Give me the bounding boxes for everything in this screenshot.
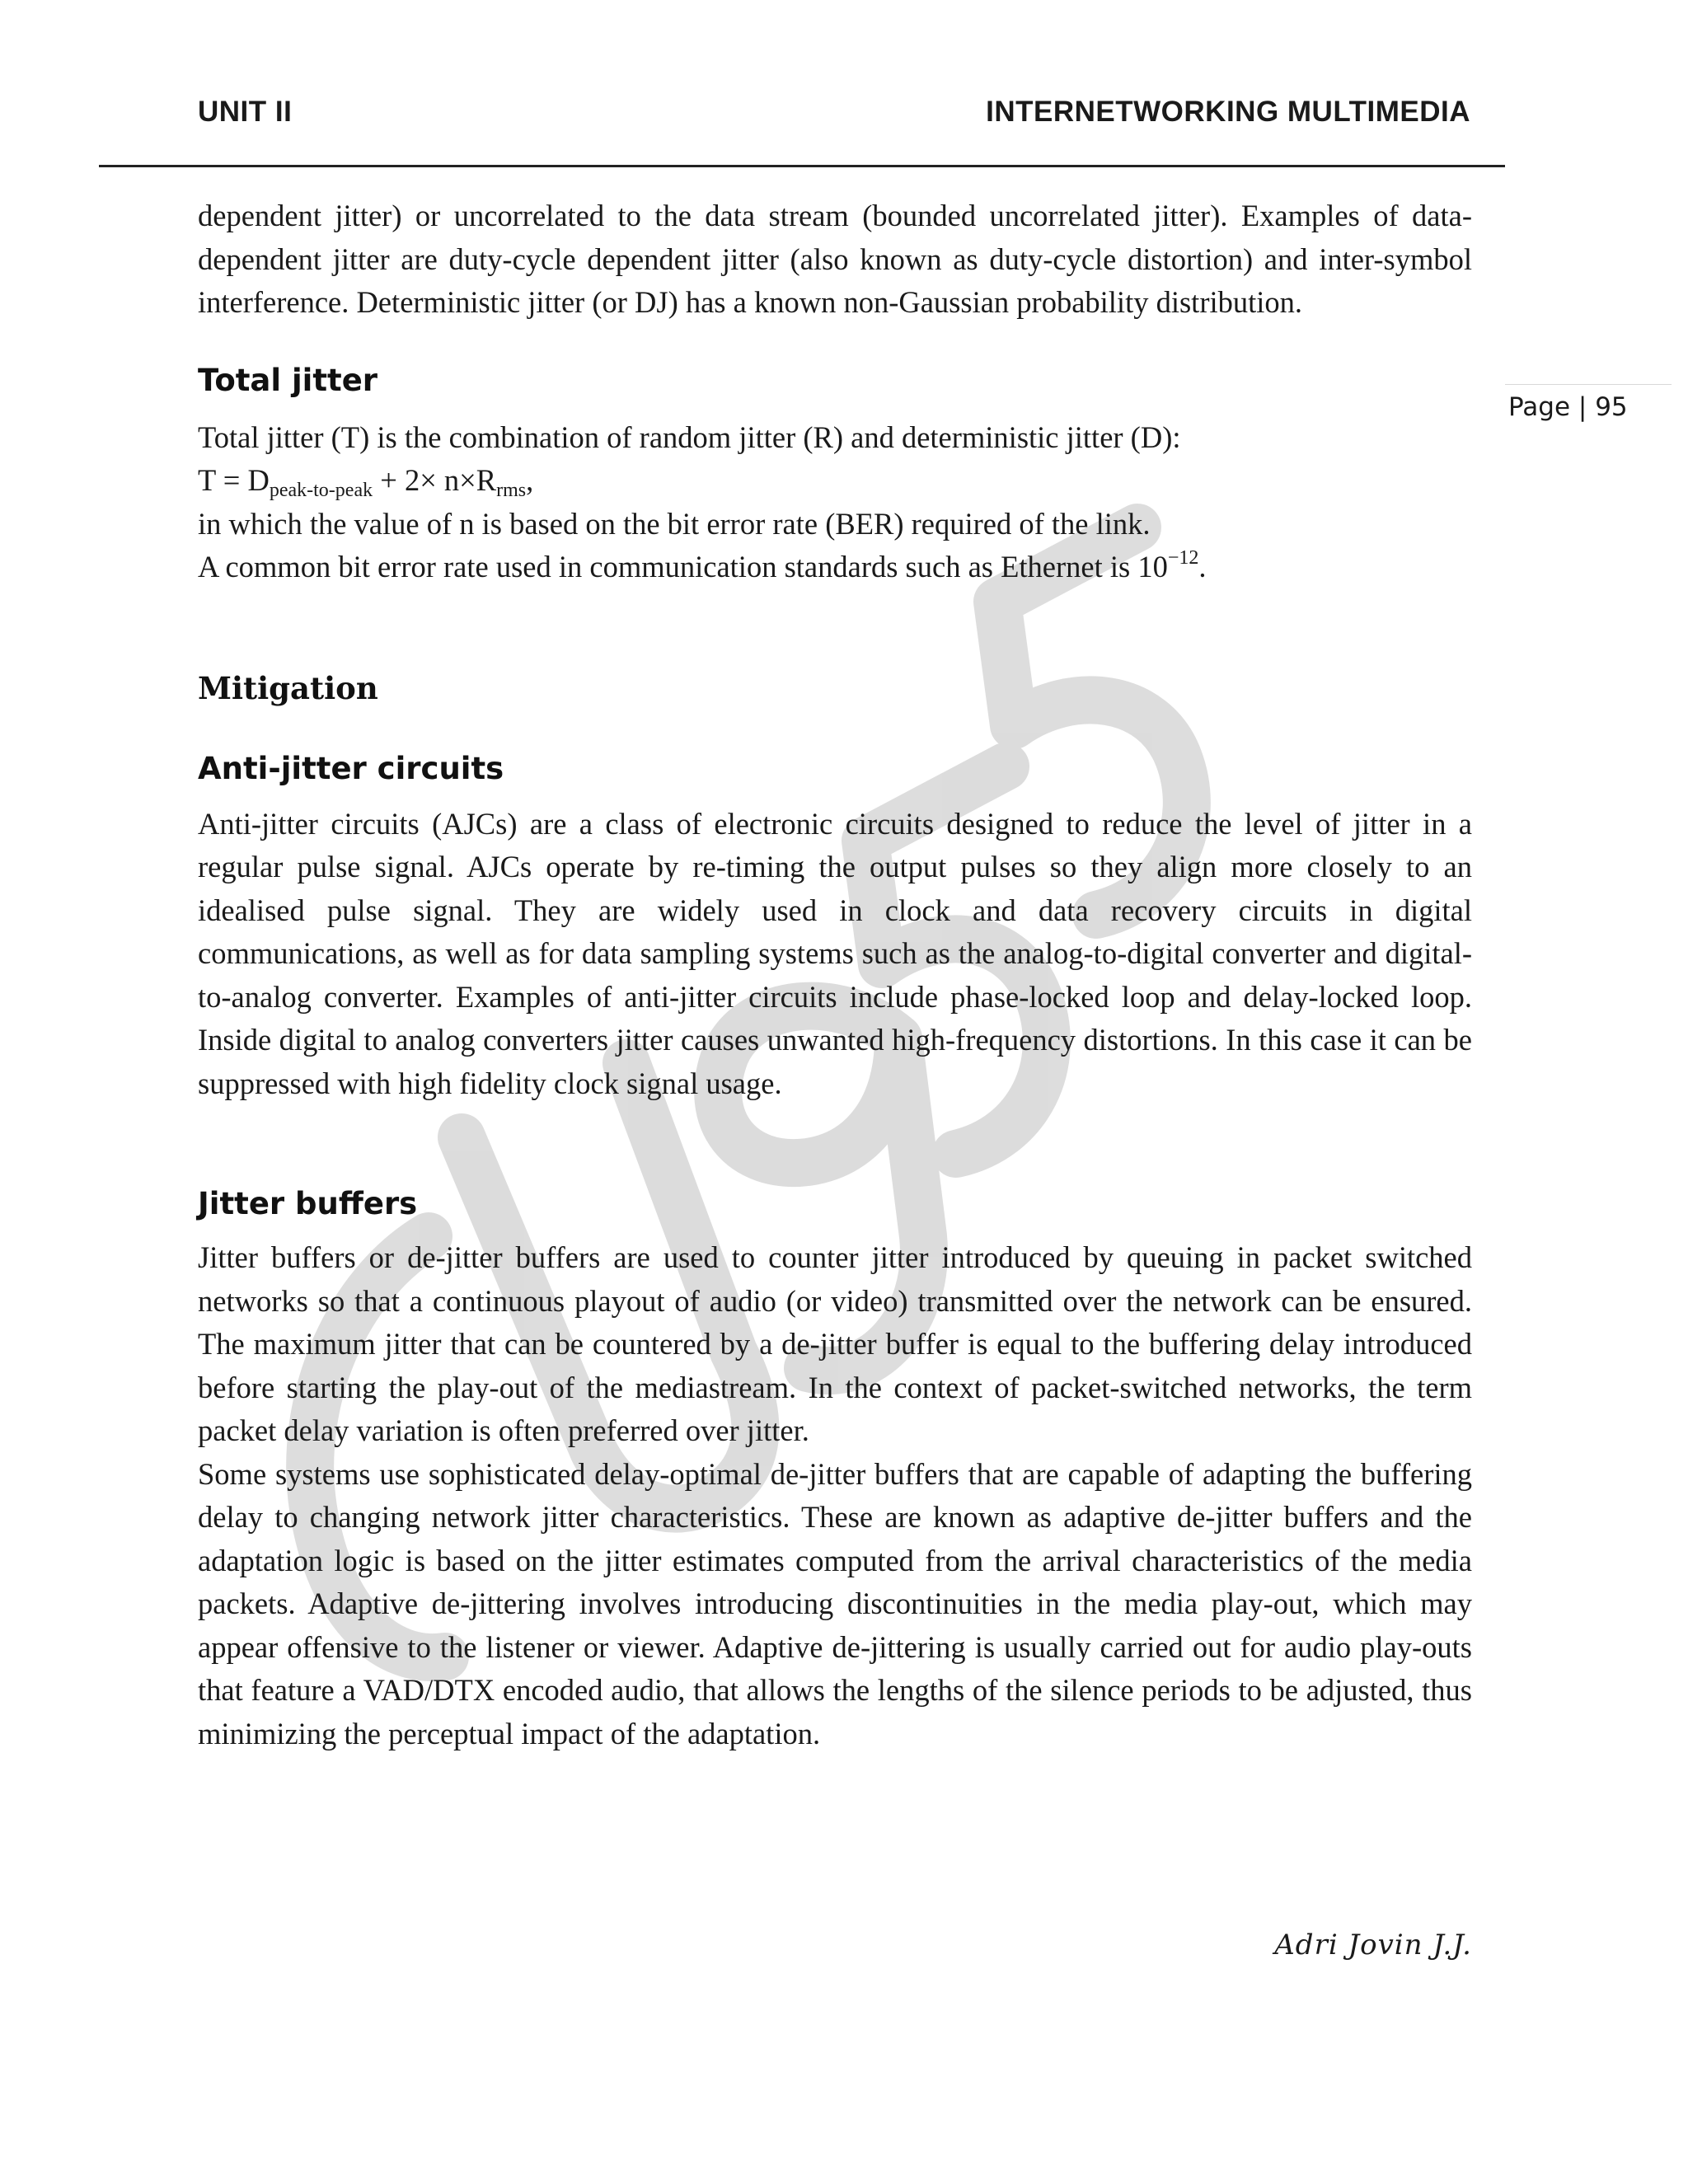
intro-paragraph: dependent jitter) or uncorrelated to the data stream (bounded uncorrelated jitter). Examples of data-dependent jitter are duty-cycle dependent jitter (also known as duty-cycle distortion) and inter-symbol interference. Deterministic jitter (or DJ) has a known non-Gaussian probability distribution.: [198, 199, 1472, 319]
anti-jitter-paragraph: Anti-jitter circuits (AJCs) are a class of electronic circuits designed to reduce the level of jitter in a regular pulse signal. AJCs operate by re-timing the output pulses so they align more closely to an idealised pulse signal. They are widely used in clock and data recovery circuits in digital communications, as well as for data sampling systems such as the analog-to-digital converter and digital-to-analog converter. Examples of anti-jitter circuits include phase-locked loop and delay-locked loop. Inside digital to analog converters jitter causes unwanted high-frequency distortions. In this case it can be suppressed with high fidelity clock signal usage.: [198, 806, 1472, 1100]
header-divider: [99, 165, 1505, 167]
author-signature: Adri Jovin J.J.: [1274, 1929, 1472, 1961]
formula-middle: + 2× n×R: [373, 463, 497, 497]
formula-subscript-peak: peak-to-peak: [269, 480, 373, 501]
ber-text: A common bit error rate used in communication standards such as Ethernet is 10: [198, 550, 1168, 583]
jitter-buffers-paragraph-2: Some systems use sophisticated delay-optimal de-jitter buffers that are capable of adapting the buffering delay to changing network jitter characteristics. These are known as adaptive de-jitter buffers and the adaptation logic is based on the jitter estimates computed from the arrival characteristics of the media packets. Adaptive de-jittering involves introducing discontinuities in the media play-out, which may appear offensive to the listener or viewer. Adaptive de-jittering is usually carried out for audio play-outs that feature a VAD/DTX encoded audio, that allows the lengths of the silence periods to be adjusted, thus minimizing the perceptual impact of the adaptation.: [198, 1456, 1472, 1750]
total-jitter-definition: Total jitter (T) is the combination of random jitter (R) and deterministic jitter (D):: [198, 419, 1181, 454]
ber-exponent: −12: [1167, 547, 1199, 569]
formula-prefix: T = D: [198, 463, 270, 497]
header-title: INTERNETWORKING MULTIMEDIA: [986, 96, 1470, 128]
header-unit-label: UNIT II: [198, 96, 293, 128]
total-jitter-body: [198, 416, 1472, 589]
page-number: Page | 95: [1508, 392, 1628, 422]
section-heading-mitigation: Mitigation: [198, 669, 378, 706]
page-number-divider: [1505, 384, 1672, 385]
formula-subscript-rms: rms: [496, 480, 527, 501]
total-jitter-formula: [198, 459, 1472, 503]
total-jitter-ber-note: [198, 546, 1472, 589]
jitter-buffers-paragraph-1: Jitter buffers or de-jitter buffers are used to counter jitter introduced by queuing in packet switched networks so that a continuous playout of audio (or video) transmitted over the network can be ensured. The maximum jitter that can be countered by a de-jitter buffer is equal to the buffering delay introduced before starting the play-out of the mediastream. In the context of packet-switched networks, the term packet delay variation is often preferred over jitter.: [198, 1240, 1472, 1447]
section-heading-total-jitter: Total jitter: [198, 362, 378, 398]
ber-suffix: .: [1198, 550, 1207, 583]
formula-suffix: ,: [526, 463, 534, 497]
section-heading-anti-jitter-circuits: Anti-jitter circuits: [198, 750, 504, 786]
total-jitter-n-note: in which the value of n is based on the bit error rate (BER) required of the link.: [198, 506, 1151, 541]
section-heading-jitter-buffers: Jitter buffers: [198, 1186, 418, 1221]
page-content: [198, 194, 1472, 1755]
